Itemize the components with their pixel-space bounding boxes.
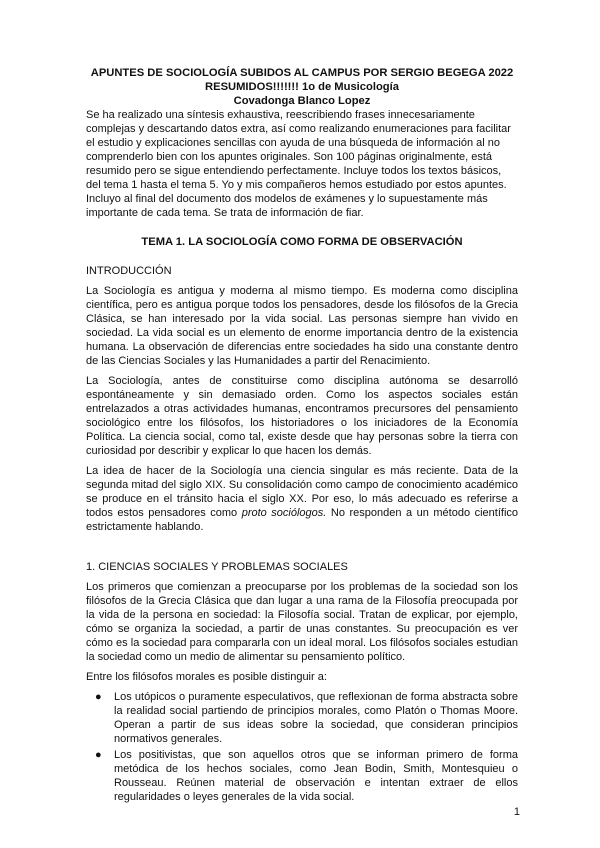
list-item-text: Los positivistas, que son aquellos otros que se informan primero de forma metódica de los hechos sociales, como Jean Bodin, Smith, Montesquieu o Rousseau. Reúnen material de observación e intentan extraer de ellos regularidades o leyes generales de la vida social.	[114, 749, 518, 803]
header-author: Covadonga Blanco Lopez	[233, 95, 371, 107]
intro-paragraph: Se ha realizado una síntesis exhaustiva, reescribiendo frases innecesariamente complejas y descartando datos extra, así como realizando enumeraciones para facilitar el estudio y explicaciones sencillas con ayuda de una búsqueda de información al no comprenderlo bien con los apuntes originales. Son 100 páginas originalmente, está resumido pero se sigue entendiendo perfectamente. Incluye todos los textos básicos, del tema 1 hasta el tema 5. Yo y mis compañeros hemos estudiado por estos apuntes. Incluyo al final del documento dos modelos de exámenes y lo supuestamente más importante de cada tema. Se trata de información de fiar.	[86, 109, 511, 219]
list-item-text: Los utópicos o puramente especulativos, que reflexionan de forma abstracta sobre la realidad social partiendo de principios morales, como Platón o Thomas Moore. Operan a partir de sus ideas sobre la sociedad, que consideran principios normativos generales.	[114, 691, 518, 745]
list-item	[95, 690, 518, 746]
section1-paragraph-2: Entre los filósofos morales es posible distinguir a:	[86, 671, 327, 683]
bullet-list	[86, 690, 518, 804]
bullet-icon: ●	[95, 691, 102, 703]
header-subtitle: RESUMIDOS!!!!!!! 1o de Musicología	[205, 81, 399, 93]
list-item	[95, 748, 518, 804]
p3-italic-term: proto sociólogos.	[241, 507, 327, 519]
introduccion-paragraph-3	[86, 464, 518, 534]
section1-paragraph-1: Los primeros que comienzan a preocuparse por los problemas de la sociedad son los filósofos de la Grecia Clásica que dan lugar a una rama de la Filosofía preocupada por la vida de la persona en sociedad: la Filosofía social. Tratan de explicar, por ejemplo, cómo se organiza la sociedad, a partir de unas constantes. Su preocupación es ver cómo es la sociedad para compararla con un ideal moral. Los filósofos sociales estudian la sociedad como un medio de alimentar su pensamiento político.	[86, 581, 518, 663]
introduccion-paragraph-2: La Sociología, antes de constituirse como disciplina autónoma se desarrolló espontáneamente y sin demasiado orden. Como los aspectos sociales están entrelazados a otras actividades humanas, encontramos precursores del pensamiento sociológico entre los filósofos, los historiadores o los iniciadores de la Economía Política. La ciencia social, como tal, existe desde que hay personas sobre la tierra con curiosidad por describir y explicar lo que hacen los demás.	[86, 375, 518, 457]
p3-text-before: La idea de hacer de la Sociología una ciencia singular es más reciente. Data de la segunda mitad del siglo XIX. Su consolidación como campo de conocimiento académico se produce en el tránsito hacia el siglo XX. Por eso, lo más adecuado es referirse a todos estos pensadores como	[86, 465, 518, 519]
document-header	[86, 66, 518, 108]
section1-heading: 1. CIENCIAS SOCIALES Y PROBLEMAS SOCIALES	[86, 561, 348, 573]
p3-text-after: No responden a un método científico estrictamente hablando.	[86, 507, 519, 533]
page-content	[86, 66, 518, 806]
tema-title: TEMA 1. LA SOCIOLOGÍA COMO FORMA DE OBSERVACIÓN	[141, 236, 463, 248]
header-title: APUNTES DE SOCIOLOGÍA SUBIDOS AL CAMPUS POR SERGIO BEGEGA 2022	[90, 67, 514, 79]
page-number: 1	[513, 806, 520, 818]
introduccion-paragraph-1: La Sociología es antigua y moderna al mismo tiempo. Es moderna como disciplina científica, pero es antigua porque todos los pensadores, desde los filósofos de la Grecia Clásica, se han interesado por la vida social. Las personas siempre han vivido en sociedad. La vida social es un elemento de enorme importancia dentro de la existencia humana. La observación de diferencias entre sociedades ha sido una constante dentro de las Ciencias Sociales y las Humanidades a partir del Renacimiento.	[86, 285, 518, 367]
introduccion-heading: INTRODUCCIÓN	[86, 265, 172, 277]
bullet-icon: ●	[95, 749, 102, 761]
